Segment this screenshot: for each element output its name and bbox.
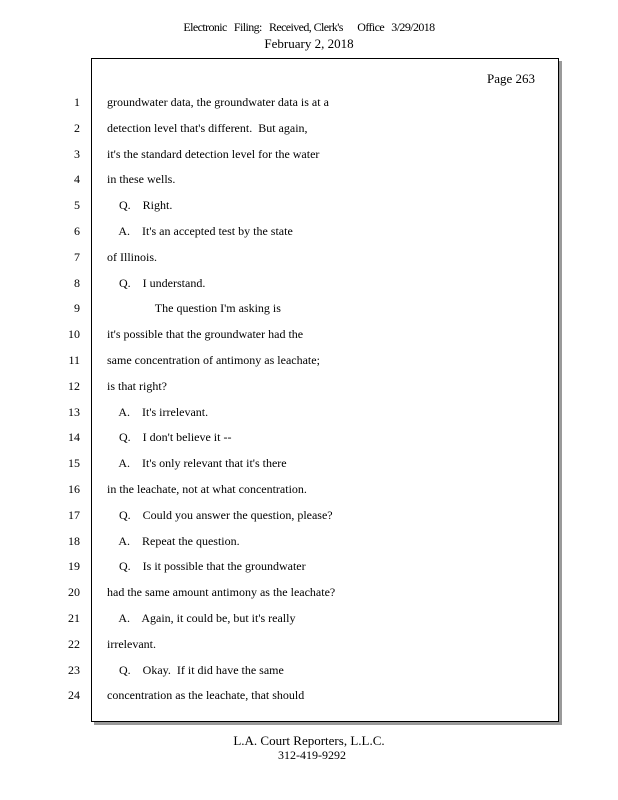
page-number: Page 263: [487, 71, 536, 86]
line-number: 8: [74, 276, 80, 290]
transcript-line: same concentration of antimony as leachate;: [107, 353, 320, 367]
transcript-line: concentration as the leachate, that should: [107, 688, 305, 702]
line-number: 24: [68, 688, 80, 702]
line-number: 4: [74, 172, 80, 186]
transcript-line: is that right?: [107, 379, 167, 393]
line-number: 13: [68, 405, 80, 419]
transcript-line: it's the standard detection level for the water: [107, 147, 320, 161]
transcript-line: detection level that's different. But again,: [107, 121, 308, 135]
transcript-line: A. Repeat the question.: [107, 534, 240, 548]
line-number: 5: [74, 198, 80, 212]
footer-reporter: L.A. Court Reporters, L.L.C.: [233, 733, 385, 748]
transcript-line: groundwater data, the groundwater data is at a: [107, 95, 329, 109]
line-number: 15: [68, 456, 80, 470]
line-number: 1: [74, 95, 80, 109]
transcript-line: A. It's an accepted test by the state: [107, 224, 293, 238]
line-number: 12: [68, 379, 80, 393]
line-number: 9: [74, 301, 80, 315]
line-number: 17: [68, 508, 80, 522]
line-number: 19: [68, 559, 80, 573]
transcript-line: had the same amount antimony as the leachate?: [107, 585, 336, 599]
line-number: 23: [68, 663, 80, 677]
transcript-line: in these wells.: [107, 172, 176, 186]
footer-phone: 312-419-9292: [278, 748, 346, 762]
line-number: 16: [68, 482, 80, 496]
line-number: 3: [74, 147, 80, 161]
transcript-line: in the leachate, not at what concentration.: [107, 482, 307, 496]
transcript-line: A. It's only relevant that it's there: [107, 456, 287, 470]
transcript-line: of Illinois.: [107, 250, 157, 264]
line-number: 11: [68, 353, 80, 367]
transcript-line: it's possible that the groundwater had the: [107, 327, 304, 341]
transcript-line: Q. Okay. If it did have the same: [107, 663, 284, 677]
line-number: 20: [68, 585, 80, 599]
line-number: 6: [74, 224, 80, 238]
transcript-line: A. It's irrelevant.: [107, 405, 209, 419]
transcript-line: irrelevant.: [107, 637, 156, 651]
line-number: 10: [68, 327, 80, 341]
transcript-line: Q. Right.: [107, 198, 173, 212]
transcript-line: Q. Could you answer the question, please?: [107, 508, 333, 522]
filing-stamp: Electronic Filing: Received, Clerk's Office 3/29/2018: [183, 20, 435, 34]
line-number: 14: [68, 430, 80, 444]
transcript-line: Q. Is it possible that the groundwater: [107, 559, 306, 573]
line-number: 21: [68, 611, 80, 625]
transcript-line: Q. I understand.: [107, 276, 206, 290]
header-date: February 2, 2018: [264, 36, 354, 51]
transcript-line: Q. I don't believe it --: [107, 430, 232, 444]
transcript-line: A. Again, it could be, but it's really: [107, 611, 296, 625]
line-number: 22: [68, 637, 80, 651]
line-number: 18: [68, 534, 80, 548]
line-number: 2: [74, 121, 80, 135]
line-number: 7: [74, 250, 80, 264]
transcript-line: The question I'm asking is: [107, 301, 281, 315]
